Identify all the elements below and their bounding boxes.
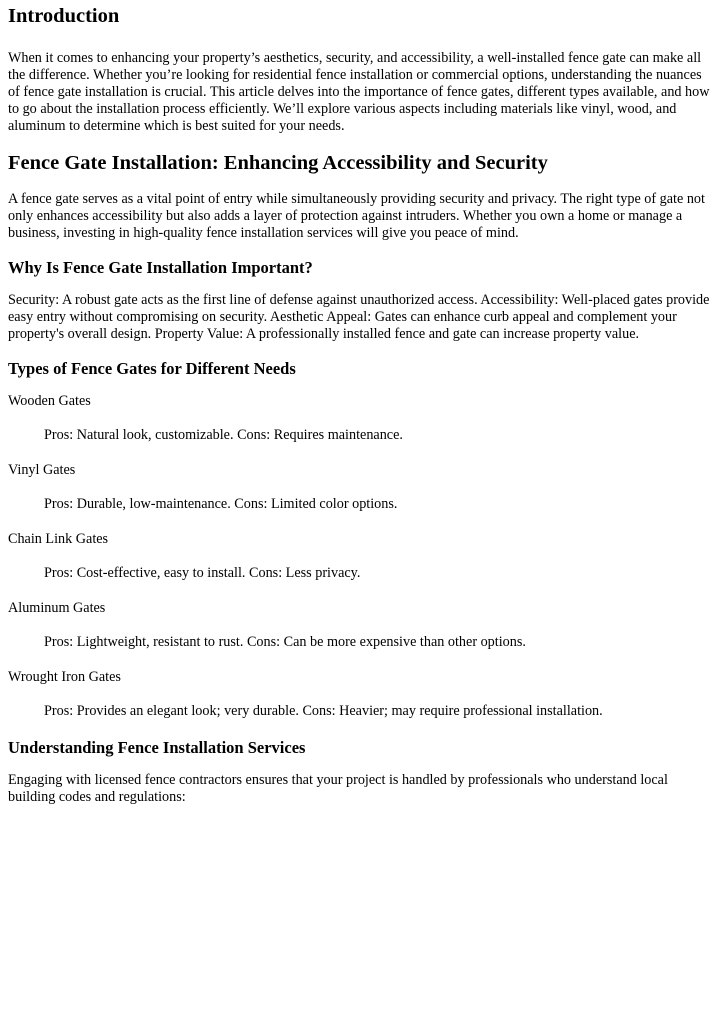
gate-type-detail: Pros: Provides an elegant look; very durable. Cons: Heavier; may require professional installation. <box>44 703 603 719</box>
gate-type-detail: Pros: Lightweight, resistant to rust. Cons: Can be more expensive than other options. <box>44 634 526 650</box>
services-heading: Understanding Fence Installation Services <box>8 738 306 757</box>
gate-type-name: Wooden Gates <box>8 393 91 409</box>
main-heading: Fence Gate Installation: Enhancing Accessibility and Security <box>8 152 548 174</box>
gate-type-name: Vinyl Gates <box>8 462 76 478</box>
gate-type-detail: Pros: Durable, low-maintenance. Cons: Limited color options. <box>44 496 398 512</box>
gate-type-name: Chain Link Gates <box>8 531 109 547</box>
gate-type-name: Wrought Iron Gates <box>8 669 121 685</box>
why-paragraph: Security: A robust gate acts as the first line of defense against unauthorized access. Accessibility: Well-placed gates provide easy entry without compromising on security. Aesthetic Appeal: Gates can enhance curb appeal and complement your property's overall design. Property Value: A professionally installed fence and gate can increase property value. <box>8 292 710 342</box>
intro-paragraph: When it comes to enhancing your property’s aesthetics, security, and accessibility, a well-installed fence gate can make all the difference. Whether you’re looking for residential fence installation or commercial options, understanding the nuances of fence gate installation is crucial. This article delves into the importance of fence gates, different types available, and how to go about the installation process efficiently. We’ll explore various aspects including materials like vinyl, wood, and aluminum to determine which is best suited for your needs. <box>8 50 710 134</box>
why-heading: Why Is Fence Gate Installation Important? <box>8 258 313 277</box>
types-heading: Types of Fence Gates for Different Needs <box>8 359 296 378</box>
main-paragraph: A fence gate serves as a vital point of entry while simultaneously providing security and privacy. The right type of gate not only enhances accessibility but also adds a layer of protection against intruders. Whether you own a home or manage a business, investing in high-quality fence installation services will give you peace of mind. <box>8 191 705 241</box>
gate-types-list <box>8 393 712 720</box>
gate-type-name: Aluminum Gates <box>8 600 106 616</box>
gate-type-detail: Pros: Cost-effective, easy to install. Cons: Less privacy. <box>44 565 361 581</box>
intro-heading: Introduction <box>8 5 120 27</box>
services-paragraph: Engaging with licensed fence contractors ensures that your project is handled by professionals who understand local building codes and regulations: <box>8 772 668 805</box>
gate-type-detail: Pros: Natural look, customizable. Cons: Requires maintenance. <box>44 427 403 443</box>
